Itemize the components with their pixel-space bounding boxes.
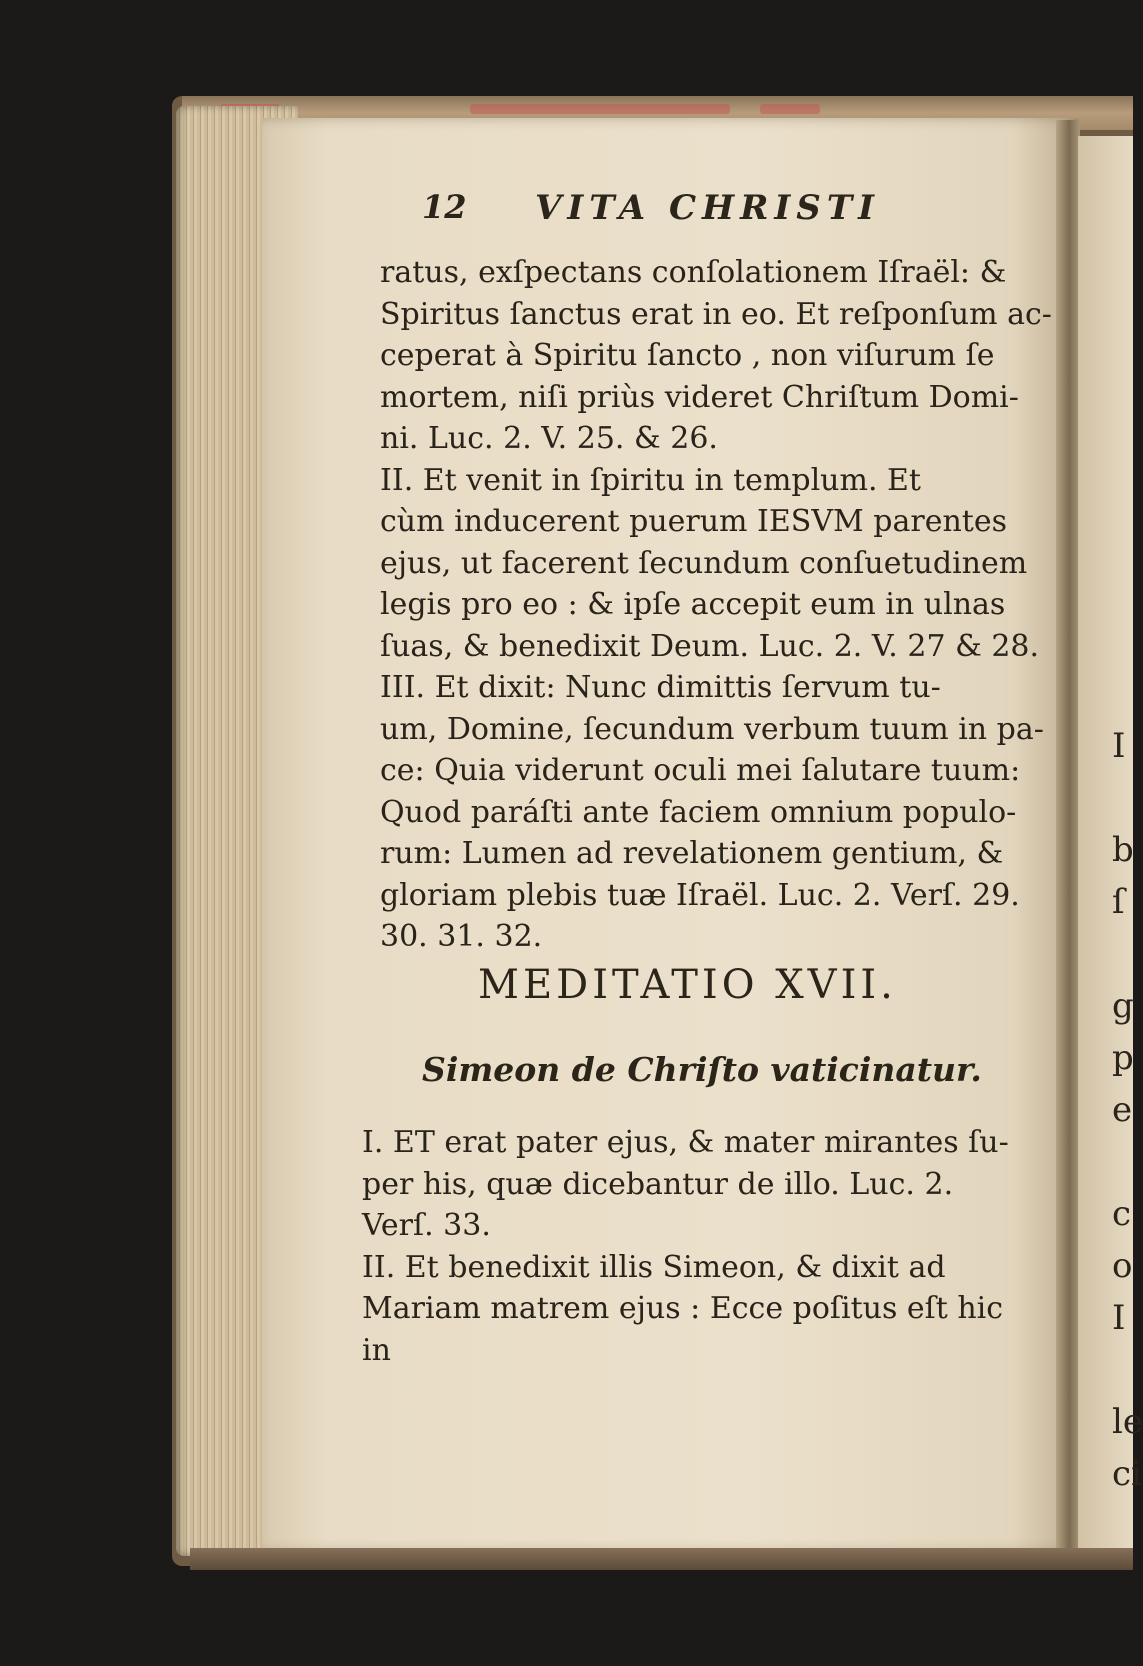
text-line: II. Et venit in ſpiritu in templum. Et xyxy=(380,462,921,498)
right-page-fragment: I xyxy=(1112,726,1126,766)
text-line: um, Domine, ſecundum verbum tuum in pa- xyxy=(380,711,1044,747)
text-line: in xyxy=(362,1332,391,1368)
red-mark xyxy=(760,104,820,114)
right-page-fragment: c xyxy=(1112,1194,1132,1234)
text-line: Mariam matrem ejus : Ecce poſitus eſt hic xyxy=(362,1291,1004,1326)
right-page-fragment: b xyxy=(1112,830,1134,870)
text-line: Quod paráſti ante faciem omnium populo- xyxy=(380,794,1017,830)
text-line: 30. 31. 32. xyxy=(380,919,543,954)
right-page-fragment xyxy=(1112,1344,1136,1396)
text-line: rum: Lumen ad revelationem gentium, & xyxy=(380,836,1004,871)
book-bottom-edge xyxy=(190,1548,1133,1570)
text-line: gloriam plebis tuæ Iſraël. Luc. 2. Verſ. 29. xyxy=(380,877,1020,913)
page-number: 12 xyxy=(422,188,467,226)
text-line: cùm inducerent puerum IESVM parentes xyxy=(380,504,1007,539)
right-page-fragment xyxy=(1112,928,1136,980)
running-title: VITA CHRISTI xyxy=(535,188,881,228)
text-line: legis pro eo : & ipſe accepit eum in ulnas xyxy=(380,587,1006,622)
meditation-text xyxy=(362,1122,1012,1371)
text-line: per his, quæ dicebantur de illo. Luc. 2. xyxy=(362,1166,954,1202)
text-line: ce: Quia viderunt oculi mei ſalutare tuum: xyxy=(380,753,1021,788)
text-line: ejus, ut facerent ſecundum conſuetudinem xyxy=(380,545,1028,581)
text-line: Verſ. 33. xyxy=(362,1208,491,1243)
text-line: ni. Luc. 2. V. 25. & 26. xyxy=(380,421,718,456)
text-line: II. Et benedixit illis Simeon, & dixit ad xyxy=(362,1249,946,1285)
right-page-text xyxy=(1112,720,1143,1500)
book-gutter xyxy=(1056,120,1080,1552)
red-mark xyxy=(470,104,730,114)
right-page-fragment xyxy=(1112,772,1136,824)
text-line: I. ET erat pater ejus, & mater mirantes ſu- xyxy=(362,1125,1009,1160)
right-page-fragment: e xyxy=(1112,1090,1133,1130)
body-text xyxy=(380,252,1052,958)
meditation-heading: MEDITATIO XVII. xyxy=(478,962,897,1008)
text-line: mortem, niſi priùs videret Chriſtum Domi- xyxy=(380,379,1019,415)
right-page-fragment: ſ xyxy=(1112,882,1125,922)
text-line: ratus, exſpectans conſolationem Iſraël: & xyxy=(380,255,1007,290)
right-page-fragment: o xyxy=(1112,1246,1133,1286)
right-page-fragment: I xyxy=(1112,1298,1126,1338)
right-page-fragment: ci xyxy=(1112,1454,1142,1494)
right-page-fragment: le xyxy=(1112,1402,1143,1442)
text-line: ſuas, & benedixit Deum. Luc. 2. V. 27 & 28. xyxy=(380,628,1040,664)
text-line: Spiritus ſanctus erat in eo. Et reſponſum ac- xyxy=(380,296,1052,332)
right-page-fragment xyxy=(1112,1136,1136,1188)
text-line: ceperat à Spiritu ſancto , non viſurum ſe xyxy=(380,338,995,373)
text-line: III. Et dixit: Nunc dimittis ſervum tu- xyxy=(380,670,941,705)
right-page-fragment: g xyxy=(1112,986,1134,1026)
right-page-fragment: p xyxy=(1112,1038,1134,1078)
meditation-subheading: Simeon de Chriſto vaticinatur. xyxy=(422,1050,982,1089)
